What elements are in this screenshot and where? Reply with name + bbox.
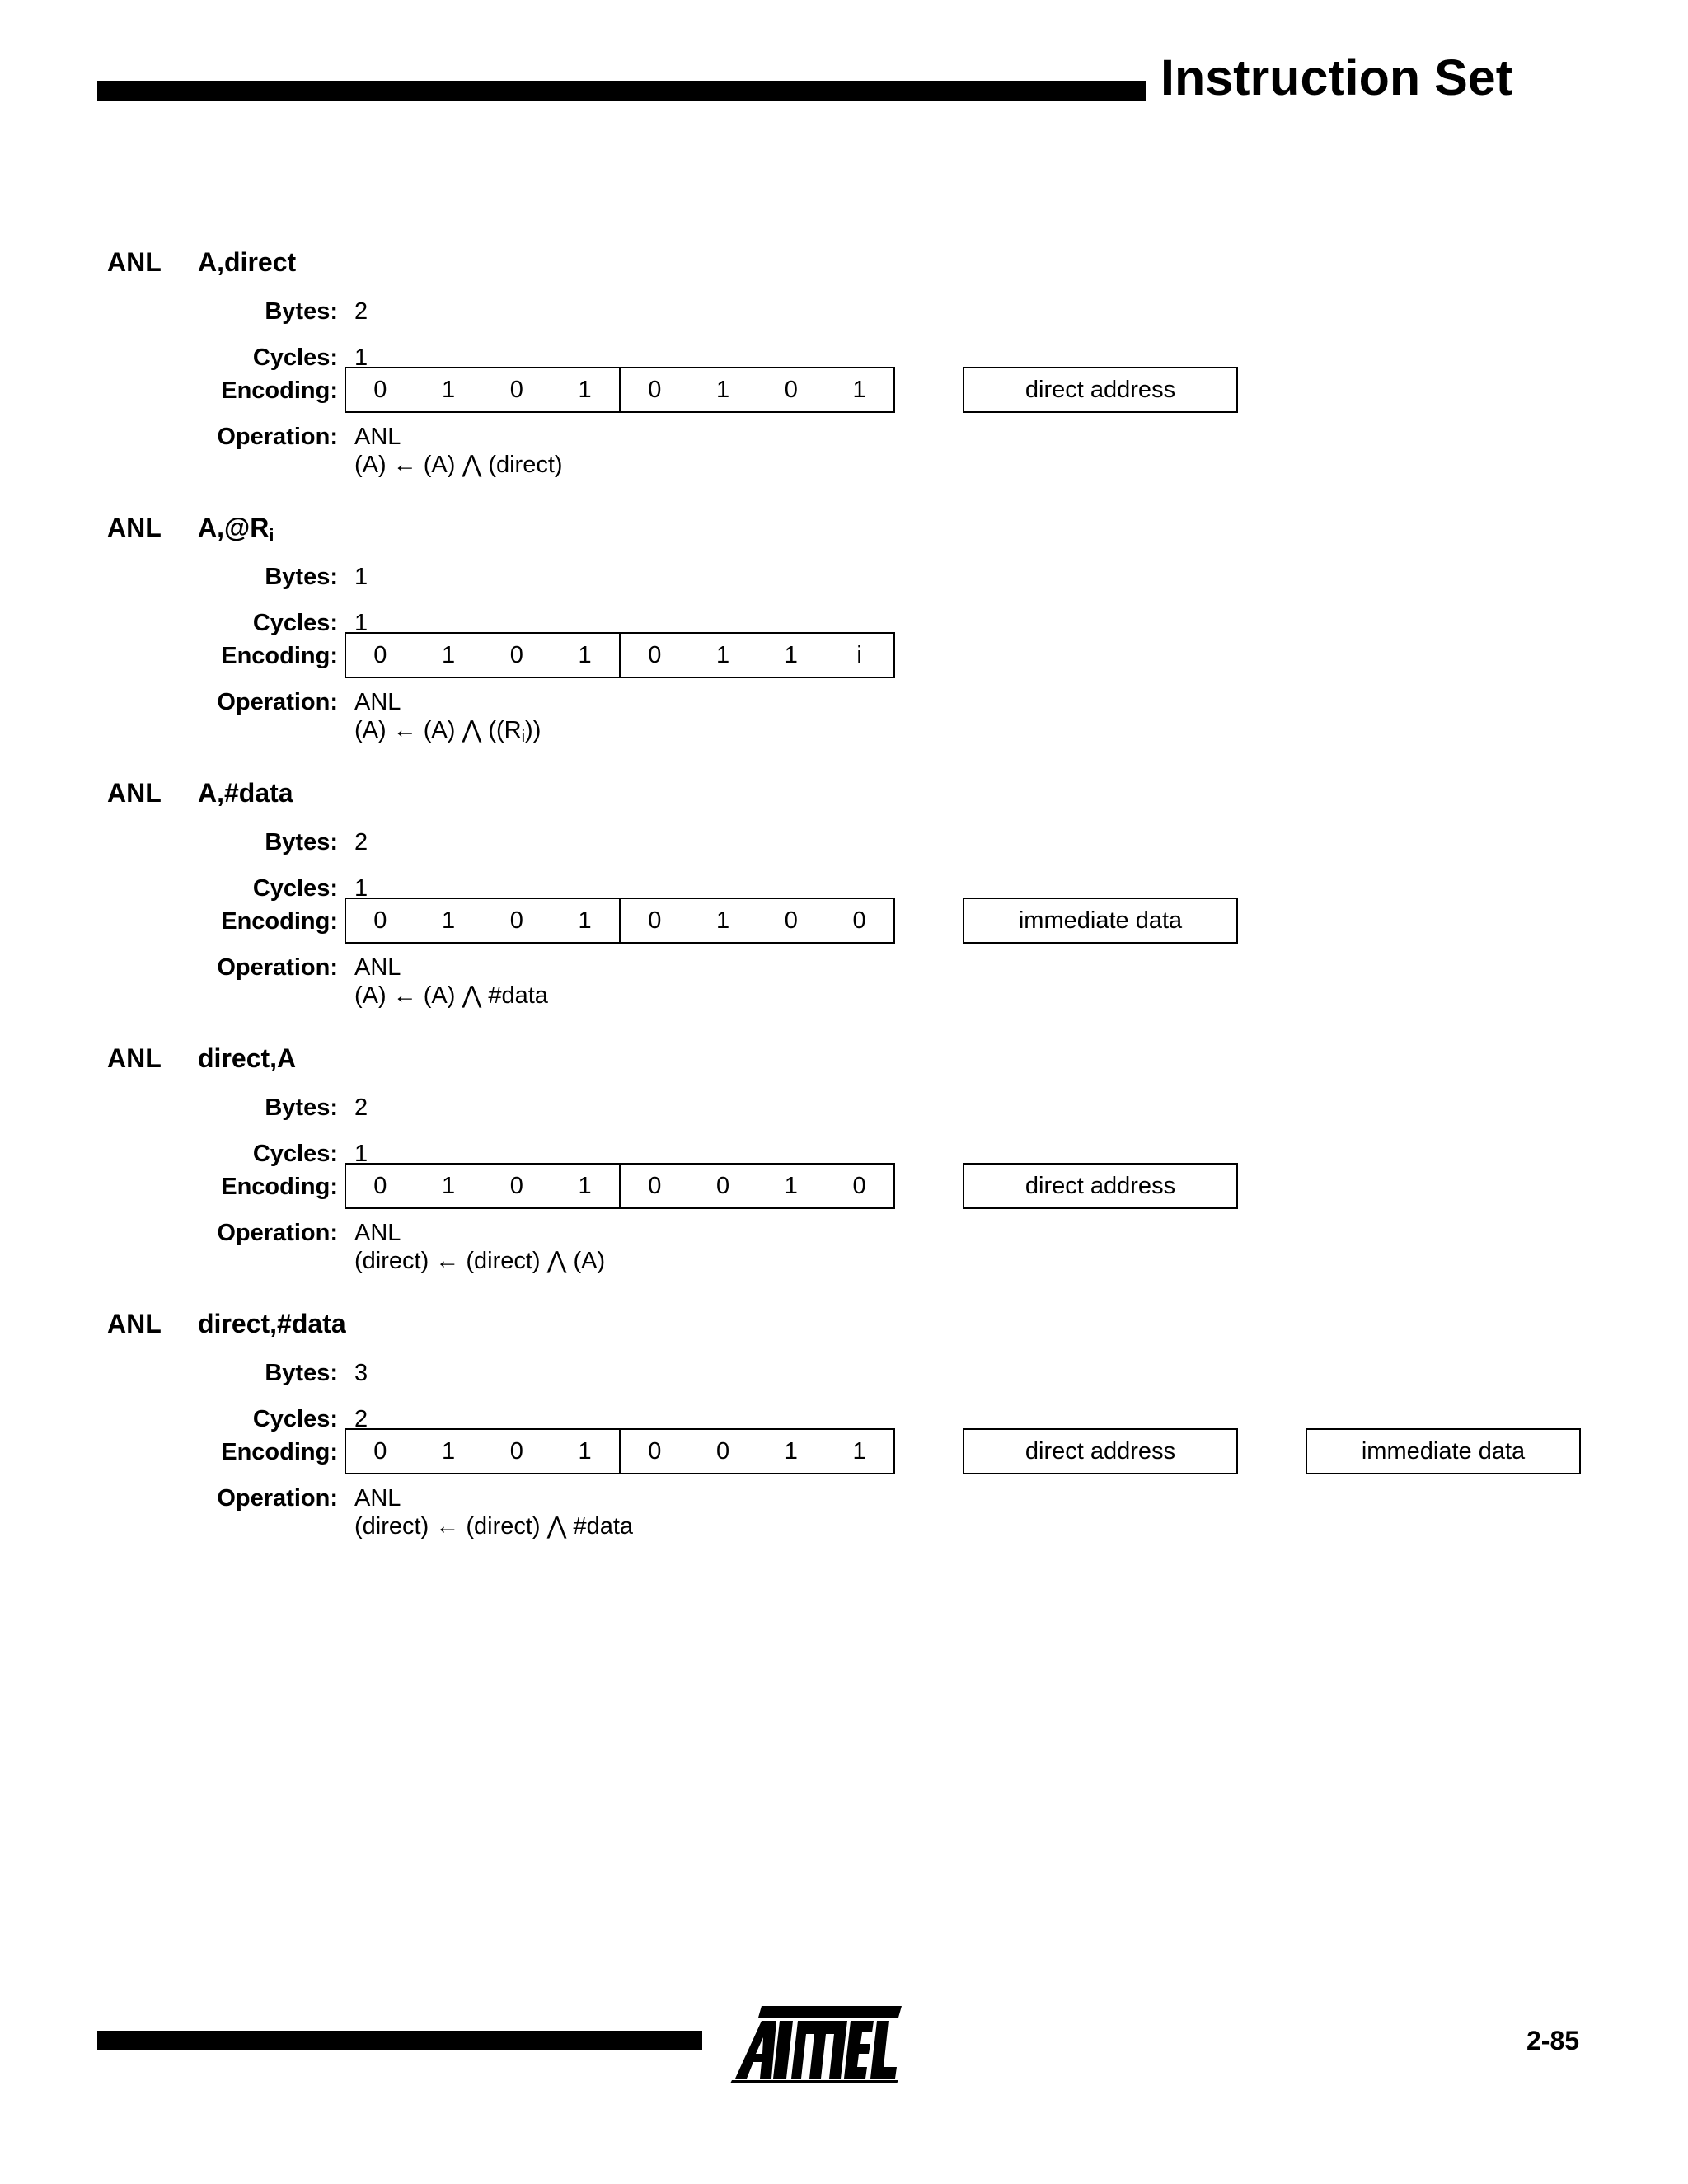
encoding-bit: 0 xyxy=(852,1172,866,1199)
encoding-bit: 0 xyxy=(373,641,387,668)
operation-expression-tail: )) xyxy=(525,717,542,743)
operation-label: Operation: xyxy=(217,424,338,450)
encoding-high-nibble xyxy=(346,899,619,942)
encoding-bit: 0 xyxy=(648,641,662,668)
operation-name: ANL xyxy=(354,424,401,450)
bytes-value: 1 xyxy=(354,564,368,590)
bytes-value: 2 xyxy=(354,1094,368,1121)
operation-name: ANL xyxy=(354,689,401,715)
bytes-label: Bytes: xyxy=(265,1360,338,1386)
bytes-label: Bytes: xyxy=(265,829,338,855)
operation-label: Operation: xyxy=(217,1220,338,1246)
operation-expression: (A) ← (A) ⋀ (direct) xyxy=(354,452,563,478)
bytes-label: Bytes: xyxy=(265,564,338,590)
encoding-bit: 1 xyxy=(852,1437,866,1465)
encoding-bit: 1 xyxy=(716,641,730,668)
instruction-anl-direct-data xyxy=(0,1310,1688,1566)
encoding-bit: 0 xyxy=(648,376,662,403)
encoding-high-nibble xyxy=(346,1430,619,1473)
encoding-bit: 0 xyxy=(784,907,798,934)
page-number: 2-85 xyxy=(1526,2026,1580,2055)
operation-expression-main: (A) ← (A) ⋀ ((R xyxy=(354,717,522,743)
encoding-bit: 1 xyxy=(578,641,592,668)
encoding-bit: 0 xyxy=(509,1437,523,1465)
encoding-bit: 0 xyxy=(716,1172,730,1199)
encoding-high-nibble xyxy=(346,634,619,677)
encoding-opcode-box xyxy=(345,898,895,944)
encoding-opcode-box xyxy=(345,367,895,413)
encoding-low-nibble xyxy=(619,368,893,411)
encoding-bit: 0 xyxy=(509,907,523,934)
encoding-high-nibble xyxy=(346,1165,619,1207)
encoding-bit: 0 xyxy=(509,376,523,403)
operation-label: Operation: xyxy=(217,954,338,981)
encoding-label: Encoding: xyxy=(221,643,338,669)
encoding-bit: 1 xyxy=(442,1437,456,1465)
encoding-bit: 1 xyxy=(716,907,730,934)
operation-name: ANL xyxy=(354,1220,401,1246)
cycles-value: 1 xyxy=(354,1141,368,1167)
encoding-bit: 0 xyxy=(648,907,662,934)
bytes-label: Bytes: xyxy=(265,298,338,325)
encoding-low-nibble xyxy=(619,1430,893,1473)
instruction-mnemonic: ANL xyxy=(107,1043,162,1073)
encoding-low-nibble xyxy=(619,1165,893,1207)
cycles-value: 1 xyxy=(354,875,368,902)
instruction-mnemonic: ANL xyxy=(107,778,162,808)
encoding-bit: 1 xyxy=(578,376,592,403)
header-rule xyxy=(97,81,1146,101)
instruction-operands: A,direct xyxy=(198,247,297,277)
instruction-anl-a-direct xyxy=(0,249,1688,504)
operation-expression: (direct) ← (direct) ⋀ #data xyxy=(354,1513,634,1540)
encoding-high-nibble xyxy=(346,368,619,411)
encoding-bit: 1 xyxy=(784,641,798,668)
instruction-anl-a-at-ri xyxy=(0,514,1688,770)
encoding-bit: 0 xyxy=(373,376,387,403)
bytes-value: 2 xyxy=(354,298,368,325)
encoding-bit: 0 xyxy=(509,641,523,668)
operands-main: A,@R xyxy=(198,513,270,542)
encoding-bit: 0 xyxy=(716,1437,730,1465)
encoding-bit: 1 xyxy=(442,1172,456,1199)
encoding-label: Encoding: xyxy=(221,1174,338,1200)
encoding-label: Encoding: xyxy=(221,377,338,404)
page-title: Instruction Set xyxy=(1160,49,1513,105)
bytes-value: 2 xyxy=(354,829,368,855)
operand-box: direct address xyxy=(963,1163,1238,1209)
bytes-value: 3 xyxy=(354,1360,368,1386)
encoding-bit: 1 xyxy=(442,641,456,668)
instruction-anl-direct-a xyxy=(0,1045,1688,1301)
operation-label: Operation: xyxy=(217,1485,338,1511)
encoding-bit: 1 xyxy=(784,1172,798,1199)
operation-expression: (A) ← (A) ⋀ #data xyxy=(354,982,548,1009)
encoding-bit: 0 xyxy=(648,1437,662,1465)
operand-box: direct address xyxy=(963,1428,1238,1474)
encoding-bit: 1 xyxy=(442,907,456,934)
instruction-operands: A,#data xyxy=(198,778,293,808)
encoding-bit: 1 xyxy=(852,376,866,403)
footer-rule xyxy=(97,2031,702,2050)
cycles-value: 2 xyxy=(354,1406,368,1432)
bytes-label: Bytes: xyxy=(265,1094,338,1121)
encoding-bit: 0 xyxy=(373,907,387,934)
operand-box: immediate data xyxy=(1306,1428,1581,1474)
cycles-label: Cycles: xyxy=(252,875,338,902)
encoding-opcode-box xyxy=(345,1163,895,1209)
cycles-label: Cycles: xyxy=(252,610,338,636)
encoding-bit: 1 xyxy=(578,1172,592,1199)
cycles-label: Cycles: xyxy=(252,344,338,371)
encoding-bit: 1 xyxy=(442,376,456,403)
cycles-label: Cycles: xyxy=(252,1406,338,1432)
operation-name: ANL xyxy=(354,954,401,981)
cycles-label: Cycles: xyxy=(252,1141,338,1167)
cycles-value: 1 xyxy=(354,344,368,371)
encoding-bit: 0 xyxy=(852,907,866,934)
instruction-operands: direct,A xyxy=(198,1043,297,1073)
encoding-bit: 0 xyxy=(509,1172,523,1199)
encoding-bit: 1 xyxy=(716,376,730,403)
instruction-mnemonic: ANL xyxy=(107,1309,162,1338)
encoding-bit: 1 xyxy=(578,907,592,934)
atmel-logo xyxy=(729,2001,903,2083)
encoding-low-nibble xyxy=(619,899,893,942)
instruction-anl-a-data xyxy=(0,780,1688,1035)
operation-expression-subscript: i xyxy=(521,728,526,746)
cycles-value: 1 xyxy=(354,610,368,636)
encoding-low-nibble xyxy=(619,634,893,677)
instruction-mnemonic: ANL xyxy=(107,247,162,277)
encoding-bit: 0 xyxy=(373,1437,387,1465)
operation-label: Operation: xyxy=(217,689,338,715)
encoding-bit: i xyxy=(856,641,862,668)
encoding-bit: 0 xyxy=(648,1172,662,1199)
encoding-bit: 1 xyxy=(578,1437,592,1465)
instruction-mnemonic: ANL xyxy=(107,513,162,542)
operands-subscript: i xyxy=(269,525,274,546)
encoding-bit: 0 xyxy=(784,376,798,403)
operand-box: immediate data xyxy=(963,898,1238,944)
encoding-bit: 0 xyxy=(373,1172,387,1199)
instruction-operands: direct,#data xyxy=(198,1309,346,1338)
encoding-opcode-box xyxy=(345,632,895,678)
operand-box: direct address xyxy=(963,367,1238,413)
operation-expression: (direct) ← (direct) ⋀ (A) xyxy=(354,1248,606,1274)
encoding-bit: 1 xyxy=(784,1437,798,1465)
operation-expression xyxy=(354,719,541,745)
encoding-label: Encoding: xyxy=(221,908,338,935)
instruction-operands xyxy=(198,514,274,545)
encoding-opcode-box xyxy=(345,1428,895,1474)
operation-name: ANL xyxy=(354,1485,401,1511)
encoding-label: Encoding: xyxy=(221,1439,338,1465)
